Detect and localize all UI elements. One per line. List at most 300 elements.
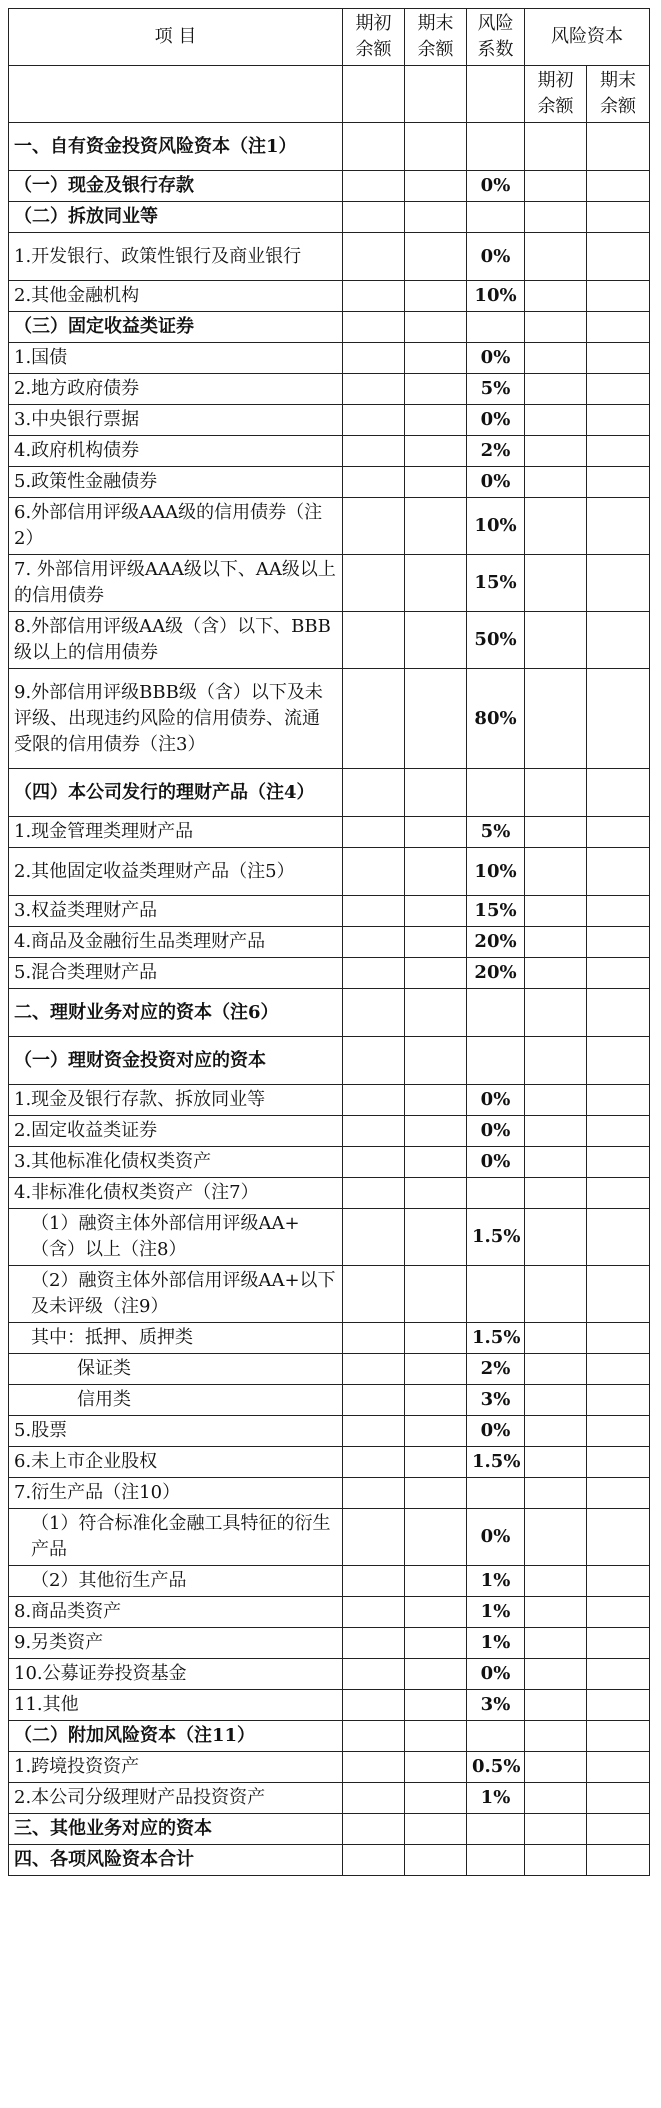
header-closing-balance: 期末余额	[405, 9, 467, 66]
row-label: 1.跨境投资资产	[9, 1752, 343, 1783]
risk-capital-table	[8, 8, 650, 1876]
closing-balance-cell	[405, 612, 467, 669]
risk-capital-closing-cell	[587, 343, 650, 374]
risk-capital-closing-cell	[587, 1783, 650, 1814]
header-item: 项 目	[9, 9, 343, 66]
row-label: 2.本公司分级理财产品投资资产	[9, 1783, 343, 1814]
risk-coefficient-cell: 5%	[467, 817, 525, 848]
risk-capital-closing-cell	[587, 123, 650, 171]
closing-balance-cell	[405, 1116, 467, 1147]
closing-balance-cell	[405, 1628, 467, 1659]
table-row	[9, 343, 650, 374]
closing-balance-cell	[405, 1783, 467, 1814]
risk-capital-closing-cell	[587, 1478, 650, 1509]
table-row	[9, 612, 650, 669]
row-label: 4.非标准化债权类资产（注7）	[9, 1178, 343, 1209]
row-label: 信用类	[9, 1385, 343, 1416]
opening-balance-cell	[343, 769, 405, 817]
risk-capital-closing-cell	[587, 817, 650, 848]
risk-coefficient-cell	[467, 312, 525, 343]
closing-balance-cell	[405, 1721, 467, 1752]
risk-capital-closing-cell	[587, 958, 650, 989]
opening-balance-cell	[343, 1085, 405, 1116]
closing-balance-cell	[405, 927, 467, 958]
risk-capital-opening-cell	[525, 1690, 587, 1721]
opening-balance-cell	[343, 1659, 405, 1690]
table-row	[9, 1752, 650, 1783]
opening-balance-cell	[343, 848, 405, 896]
opening-balance-cell	[343, 1447, 405, 1478]
table-row	[9, 1783, 650, 1814]
risk-coefficient-cell: 0%	[467, 233, 525, 281]
table-row	[9, 1447, 650, 1478]
table-row	[9, 848, 650, 896]
opening-balance-cell	[343, 123, 405, 171]
opening-balance-cell	[343, 958, 405, 989]
risk-coefficient-cell: 1%	[467, 1783, 525, 1814]
row-label: 3.权益类理财产品	[9, 896, 343, 927]
risk-coefficient-cell	[467, 989, 525, 1037]
risk-capital-opening-cell	[525, 1385, 587, 1416]
opening-balance-cell	[343, 1690, 405, 1721]
row-label: 9.外部信用评级BBB级（含）以下及未评级、出现违约风险的信用债券、流通受限的信用债券（注3）	[9, 669, 343, 769]
risk-capital-closing-cell	[587, 1416, 650, 1447]
closing-balance-cell	[405, 555, 467, 612]
risk-capital-opening-cell	[525, 612, 587, 669]
closing-balance-cell	[405, 1690, 467, 1721]
risk-capital-closing-cell	[587, 1628, 650, 1659]
closing-balance-cell	[405, 1085, 467, 1116]
risk-capital-opening-cell	[525, 202, 587, 233]
table-row	[9, 1721, 650, 1752]
header-risk-coefficient: 风险系数	[467, 9, 525, 66]
risk-capital-closing-cell	[587, 1266, 650, 1323]
opening-balance-cell	[343, 202, 405, 233]
risk-capital-opening-cell	[525, 1845, 587, 1876]
risk-capital-closing-cell	[587, 555, 650, 612]
closing-balance-cell	[405, 467, 467, 498]
opening-balance-cell	[343, 896, 405, 927]
risk-capital-closing-cell	[587, 1116, 650, 1147]
risk-capital-closing-cell	[587, 896, 650, 927]
risk-capital-opening-cell	[525, 467, 587, 498]
closing-balance-cell	[405, 1566, 467, 1597]
risk-capital-opening-cell	[525, 927, 587, 958]
risk-capital-opening-cell	[525, 1323, 587, 1354]
risk-coefficient-cell	[467, 1721, 525, 1752]
row-label: 四、各项风险资本合计	[9, 1845, 343, 1876]
closing-balance-cell	[405, 498, 467, 555]
closing-balance-cell	[405, 1447, 467, 1478]
risk-coefficient-cell: 1.5%	[467, 1209, 525, 1266]
risk-capital-opening-cell	[525, 1566, 587, 1597]
table-row	[9, 1690, 650, 1721]
closing-balance-cell	[405, 171, 467, 202]
row-label: 4.商品及金融衍生品类理财产品	[9, 927, 343, 958]
risk-capital-opening-cell	[525, 281, 587, 312]
row-label: 2.其他金融机构	[9, 281, 343, 312]
row-label: 4.政府机构债券	[9, 436, 343, 467]
opening-balance-cell	[343, 1147, 405, 1178]
closing-balance-cell	[405, 1752, 467, 1783]
risk-capital-closing-cell	[587, 1354, 650, 1385]
row-label: （1）符合标准化金融工具特征的衍生产品	[9, 1509, 343, 1566]
opening-balance-cell	[343, 1385, 405, 1416]
risk-coefficient-cell	[467, 1845, 525, 1876]
risk-capital-closing-cell	[587, 1597, 650, 1628]
risk-capital-opening-cell	[525, 1597, 587, 1628]
risk-coefficient-cell: 1%	[467, 1597, 525, 1628]
risk-capital-opening-cell	[525, 343, 587, 374]
table-row	[9, 405, 650, 436]
opening-balance-cell	[343, 1845, 405, 1876]
opening-balance-cell	[343, 171, 405, 202]
risk-capital-closing-cell	[587, 1178, 650, 1209]
table-row	[9, 1147, 650, 1178]
risk-capital-closing-cell	[587, 1845, 650, 1876]
closing-balance-cell	[405, 1597, 467, 1628]
table-body	[9, 123, 650, 1876]
table-row	[9, 817, 650, 848]
opening-balance-cell	[343, 1566, 405, 1597]
row-label: （2）其他衍生产品	[9, 1566, 343, 1597]
closing-balance-cell	[405, 1659, 467, 1690]
closing-balance-cell	[405, 769, 467, 817]
risk-capital-opening-cell	[525, 896, 587, 927]
risk-coefficient-cell: 0%	[467, 1416, 525, 1447]
risk-capital-closing-cell	[587, 1659, 650, 1690]
table-row	[9, 467, 650, 498]
row-label: 1.现金管理类理财产品	[9, 817, 343, 848]
risk-capital-closing-cell	[587, 1385, 650, 1416]
opening-balance-cell	[343, 1509, 405, 1566]
closing-balance-cell	[405, 1385, 467, 1416]
risk-capital-opening-cell	[525, 1447, 587, 1478]
risk-coefficient-cell: 0%	[467, 1116, 525, 1147]
risk-capital-closing-cell	[587, 1147, 650, 1178]
row-label: （一）理财资金投资对应的资本	[9, 1037, 343, 1085]
table-row	[9, 1628, 650, 1659]
closing-balance-cell	[405, 1209, 467, 1266]
risk-capital-opening-cell	[525, 1628, 587, 1659]
table-row	[9, 1814, 650, 1845]
risk-coefficient-cell: 0%	[467, 1659, 525, 1690]
risk-coefficient-cell: 0%	[467, 405, 525, 436]
risk-capital-opening-cell	[525, 1178, 587, 1209]
table-row	[9, 1509, 650, 1566]
risk-coefficient-cell	[467, 202, 525, 233]
closing-balance-cell	[405, 233, 467, 281]
risk-coefficient-cell: 3%	[467, 1385, 525, 1416]
risk-capital-closing-cell	[587, 374, 650, 405]
risk-capital-closing-cell	[587, 1037, 650, 1085]
table-row	[9, 436, 650, 467]
risk-capital-opening-cell	[525, 498, 587, 555]
row-label: 5.混合类理财产品	[9, 958, 343, 989]
risk-capital-opening-cell	[525, 1266, 587, 1323]
risk-capital-opening-cell	[525, 989, 587, 1037]
risk-capital-opening-cell	[525, 1509, 587, 1566]
opening-balance-cell	[343, 1752, 405, 1783]
risk-capital-opening-cell	[525, 669, 587, 769]
opening-balance-cell	[343, 1814, 405, 1845]
header-opening-balance: 期初余额	[343, 9, 405, 66]
risk-capital-closing-cell	[587, 312, 650, 343]
opening-balance-cell	[343, 1037, 405, 1085]
header-blank	[467, 66, 525, 123]
table-row	[9, 374, 650, 405]
row-label: （二）附加风险资本（注11）	[9, 1721, 343, 1752]
risk-coefficient-cell: 1%	[467, 1566, 525, 1597]
risk-coefficient-cell: 10%	[467, 281, 525, 312]
risk-capital-closing-cell	[587, 989, 650, 1037]
header-blank	[343, 66, 405, 123]
risk-capital-opening-cell	[525, 1147, 587, 1178]
risk-capital-closing-cell	[587, 281, 650, 312]
row-label: （三）固定收益类证券	[9, 312, 343, 343]
row-label: （1）融资主体外部信用评级AA+（含）以上（注8）	[9, 1209, 343, 1266]
risk-coefficient-cell: 3%	[467, 1690, 525, 1721]
opening-balance-cell	[343, 498, 405, 555]
table-row	[9, 123, 650, 171]
closing-balance-cell	[405, 123, 467, 171]
row-label: 8.商品类资产	[9, 1597, 343, 1628]
table-row	[9, 958, 650, 989]
risk-coefficient-cell: 15%	[467, 555, 525, 612]
closing-balance-cell	[405, 312, 467, 343]
risk-capital-opening-cell	[525, 1478, 587, 1509]
table-row	[9, 1354, 650, 1385]
risk-coefficient-cell: 20%	[467, 927, 525, 958]
row-label: 1.现金及银行存款、拆放同业等	[9, 1085, 343, 1116]
risk-capital-opening-cell	[525, 374, 587, 405]
opening-balance-cell	[343, 989, 405, 1037]
row-label: （2）融资主体外部信用评级AA+以下及未评级（注9）	[9, 1266, 343, 1323]
risk-capital-closing-cell	[587, 1085, 650, 1116]
row-label: 二、理财业务对应的资本（注6）	[9, 989, 343, 1037]
risk-coefficient-cell	[467, 1178, 525, 1209]
risk-capital-opening-cell	[525, 1814, 587, 1845]
opening-balance-cell	[343, 1178, 405, 1209]
risk-capital-opening-cell	[525, 1209, 587, 1266]
opening-balance-cell	[343, 927, 405, 958]
risk-capital-closing-cell	[587, 612, 650, 669]
risk-capital-closing-cell	[587, 669, 650, 769]
risk-coefficient-cell: 20%	[467, 958, 525, 989]
risk-capital-closing-cell	[587, 769, 650, 817]
opening-balance-cell	[343, 1783, 405, 1814]
row-label: 保证类	[9, 1354, 343, 1385]
closing-balance-cell	[405, 989, 467, 1037]
closing-balance-cell	[405, 958, 467, 989]
risk-capital-opening-cell	[525, 769, 587, 817]
closing-balance-cell	[405, 281, 467, 312]
risk-coefficient-cell: 1%	[467, 1628, 525, 1659]
table-row	[9, 1566, 650, 1597]
risk-capital-opening-cell	[525, 817, 587, 848]
risk-coefficient-cell: 5%	[467, 374, 525, 405]
table-row	[9, 1209, 650, 1266]
risk-capital-closing-cell	[587, 233, 650, 281]
table-row	[9, 927, 650, 958]
row-label: 三、其他业务对应的资本	[9, 1814, 343, 1845]
opening-balance-cell	[343, 1597, 405, 1628]
opening-balance-cell	[343, 405, 405, 436]
risk-coefficient-cell: 80%	[467, 669, 525, 769]
risk-capital-opening-cell	[525, 1037, 587, 1085]
opening-balance-cell	[343, 281, 405, 312]
table-row	[9, 1597, 650, 1628]
risk-capital-opening-cell	[525, 312, 587, 343]
closing-balance-cell	[405, 669, 467, 769]
risk-coefficient-cell: 0%	[467, 467, 525, 498]
risk-capital-opening-cell	[525, 171, 587, 202]
risk-capital-opening-cell	[525, 436, 587, 467]
risk-capital-closing-cell	[587, 436, 650, 467]
row-label: 2.地方政府债券	[9, 374, 343, 405]
opening-balance-cell	[343, 1354, 405, 1385]
risk-coefficient-cell: 1.5%	[467, 1447, 525, 1478]
closing-balance-cell	[405, 405, 467, 436]
header-blank	[9, 66, 343, 123]
opening-balance-cell	[343, 1721, 405, 1752]
closing-balance-cell	[405, 848, 467, 896]
closing-balance-cell	[405, 202, 467, 233]
risk-capital-closing-cell	[587, 1721, 650, 1752]
closing-balance-cell	[405, 1845, 467, 1876]
closing-balance-cell	[405, 1323, 467, 1354]
risk-capital-opening-cell	[525, 1085, 587, 1116]
row-label: 10.公募证券投资基金	[9, 1659, 343, 1690]
table-row	[9, 555, 650, 612]
table-row	[9, 202, 650, 233]
risk-capital-opening-cell	[525, 1721, 587, 1752]
opening-balance-cell	[343, 312, 405, 343]
risk-coefficient-cell: 0%	[467, 171, 525, 202]
risk-capital-opening-cell	[525, 1354, 587, 1385]
table-row	[9, 281, 650, 312]
table-row	[9, 1178, 650, 1209]
closing-balance-cell	[405, 1478, 467, 1509]
risk-capital-closing-cell	[587, 1509, 650, 1566]
risk-capital-opening-cell	[525, 1416, 587, 1447]
closing-balance-cell	[405, 374, 467, 405]
risk-capital-opening-cell	[525, 1659, 587, 1690]
table-row	[9, 769, 650, 817]
risk-capital-opening-cell	[525, 233, 587, 281]
opening-balance-cell	[343, 1266, 405, 1323]
row-label: （二）拆放同业等	[9, 202, 343, 233]
row-label: （四）本公司发行的理财产品（注4）	[9, 769, 343, 817]
row-label: 5.政策性金融债券	[9, 467, 343, 498]
opening-balance-cell	[343, 1209, 405, 1266]
row-label: 3.中央银行票据	[9, 405, 343, 436]
closing-balance-cell	[405, 896, 467, 927]
opening-balance-cell	[343, 555, 405, 612]
row-label: 1.开发银行、政策性银行及商业银行	[9, 233, 343, 281]
opening-balance-cell	[343, 436, 405, 467]
table-row	[9, 498, 650, 555]
closing-balance-cell	[405, 436, 467, 467]
risk-capital-closing-cell	[587, 1566, 650, 1597]
closing-balance-cell	[405, 343, 467, 374]
row-label: 5.股票	[9, 1416, 343, 1447]
risk-capital-closing-cell	[587, 848, 650, 896]
risk-capital-closing-cell	[587, 1323, 650, 1354]
row-label: 2.固定收益类证券	[9, 1116, 343, 1147]
table-row	[9, 1478, 650, 1509]
row-label: 6.未上市企业股权	[9, 1447, 343, 1478]
closing-balance-cell	[405, 1354, 467, 1385]
risk-coefficient-cell: 10%	[467, 498, 525, 555]
risk-capital-opening-cell	[525, 1116, 587, 1147]
table-row	[9, 1385, 650, 1416]
opening-balance-cell	[343, 612, 405, 669]
opening-balance-cell	[343, 1323, 405, 1354]
risk-capital-closing-cell	[587, 1447, 650, 1478]
risk-coefficient-cell: 0%	[467, 1509, 525, 1566]
opening-balance-cell	[343, 1116, 405, 1147]
opening-balance-cell	[343, 343, 405, 374]
risk-coefficient-cell: 15%	[467, 896, 525, 927]
table-row	[9, 989, 650, 1037]
table-row	[9, 1659, 650, 1690]
row-label: 8.外部信用评级AA级（含）以下、BBB级以上的信用债券	[9, 612, 343, 669]
opening-balance-cell	[343, 669, 405, 769]
row-label: 2.其他固定收益类理财产品（注5）	[9, 848, 343, 896]
risk-capital-closing-cell	[587, 171, 650, 202]
table-row	[9, 1266, 650, 1323]
risk-coefficient-cell: 0%	[467, 1147, 525, 1178]
risk-capital-opening-cell	[525, 555, 587, 612]
closing-balance-cell	[405, 1509, 467, 1566]
table-row	[9, 233, 650, 281]
risk-coefficient-cell	[467, 1478, 525, 1509]
table-row	[9, 1116, 650, 1147]
risk-coefficient-cell	[467, 769, 525, 817]
risk-capital-opening-cell	[525, 1783, 587, 1814]
risk-coefficient-cell	[467, 1037, 525, 1085]
risk-capital-closing-cell	[587, 927, 650, 958]
opening-balance-cell	[343, 1416, 405, 1447]
risk-coefficient-cell: 0%	[467, 1085, 525, 1116]
table-row	[9, 312, 650, 343]
opening-balance-cell	[343, 1628, 405, 1659]
header-risk-capital: 风险资本	[525, 9, 650, 66]
table-row	[9, 896, 650, 927]
risk-capital-closing-cell	[587, 202, 650, 233]
opening-balance-cell	[343, 1478, 405, 1509]
risk-capital-closing-cell	[587, 1814, 650, 1845]
risk-coefficient-cell: 2%	[467, 436, 525, 467]
risk-coefficient-cell: 1.5%	[467, 1323, 525, 1354]
row-label: 1.国债	[9, 343, 343, 374]
table-row	[9, 1323, 650, 1354]
header-rc-closing: 期末余额	[587, 66, 650, 123]
row-label: 6.外部信用评级AAA级的信用债券（注2）	[9, 498, 343, 555]
risk-coefficient-cell	[467, 1266, 525, 1323]
closing-balance-cell	[405, 1178, 467, 1209]
risk-coefficient-cell: 0%	[467, 343, 525, 374]
opening-balance-cell	[343, 467, 405, 498]
closing-balance-cell	[405, 817, 467, 848]
table-row	[9, 1085, 650, 1116]
risk-capital-opening-cell	[525, 123, 587, 171]
risk-capital-opening-cell	[525, 1752, 587, 1783]
risk-coefficient-cell	[467, 1814, 525, 1845]
closing-balance-cell	[405, 1147, 467, 1178]
closing-balance-cell	[405, 1266, 467, 1323]
